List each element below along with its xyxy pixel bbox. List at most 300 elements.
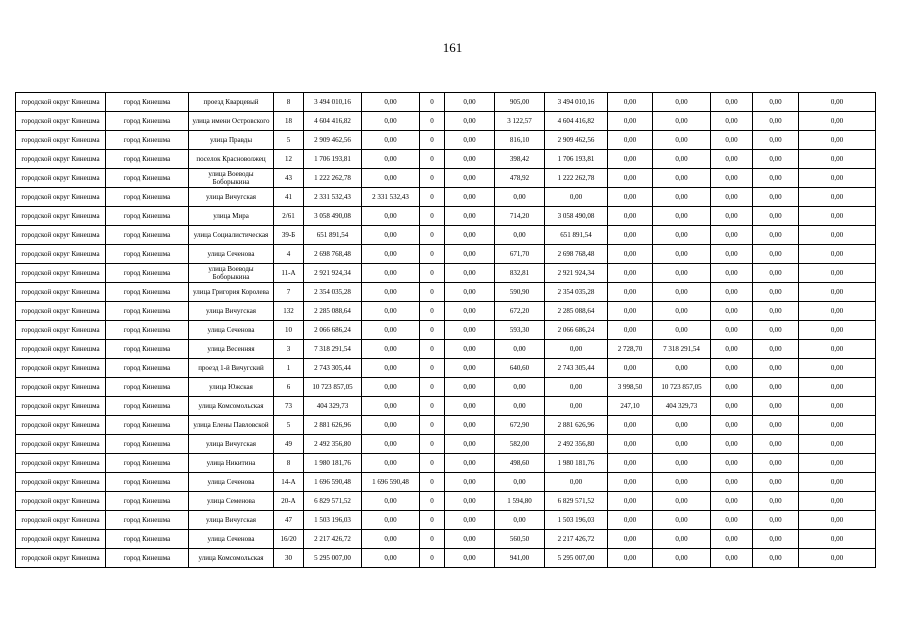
table-row — [16, 378, 876, 397]
cost-col-3-cell: 0,00 — [445, 169, 495, 188]
street-cell: улица Социалистическая — [189, 226, 274, 245]
house-cell: 14-А — [274, 473, 304, 492]
cost-col-6-cell: 0,00 — [711, 226, 753, 245]
cost-col-3-cell: 0,00 — [445, 340, 495, 359]
cost-col-5-cell: 0,00 — [653, 245, 711, 264]
count-col-cell: 0 — [420, 283, 445, 302]
table-row — [16, 93, 876, 112]
cost-col-4-cell: 1 503 196,03 — [545, 511, 608, 530]
cost-col-7-cell: 0,00 — [753, 150, 799, 169]
cost-col-7-cell: 0,00 — [753, 131, 799, 150]
total-cost-cell: 404 329,73 — [304, 397, 362, 416]
total-cost-cell: 2 354 035,28 — [304, 283, 362, 302]
area-col-2-cell: 0,00 — [608, 264, 653, 283]
cost-col-5-cell: 0,00 — [653, 549, 711, 568]
settlement-cell: город Кинешма — [106, 207, 189, 226]
cost-col-2-cell: 0,00 — [362, 207, 420, 226]
municipality-cell: городской округ Кинешма — [16, 226, 106, 245]
cost-col-8-cell: 0,00 — [799, 549, 876, 568]
cost-col-2-cell: 0,00 — [362, 549, 420, 568]
area-col-1-cell: 0,00 — [495, 340, 545, 359]
count-col-cell: 0 — [420, 264, 445, 283]
settlement-cell: город Кинешма — [106, 530, 189, 549]
municipality-cell: городской округ Кинешма — [16, 549, 106, 568]
cost-col-5-cell: 0,00 — [653, 473, 711, 492]
cost-col-6-cell: 0,00 — [711, 283, 753, 302]
cost-col-3-cell: 0,00 — [445, 283, 495, 302]
total-cost-cell: 2 698 768,48 — [304, 245, 362, 264]
total-cost-cell: 2 881 626,96 — [304, 416, 362, 435]
cost-col-5-cell: 0,00 — [653, 226, 711, 245]
cost-col-8-cell: 0,00 — [799, 131, 876, 150]
area-col-2-cell: 0,00 — [608, 511, 653, 530]
cost-col-2-cell: 0,00 — [362, 397, 420, 416]
street-cell: улица Мира — [189, 207, 274, 226]
area-col-1-cell: 593,30 — [495, 321, 545, 340]
municipality-cell: городской округ Кинешма — [16, 416, 106, 435]
count-col-cell: 0 — [420, 530, 445, 549]
settlement-cell: город Кинешма — [106, 435, 189, 454]
cost-col-2-cell: 0,00 — [362, 169, 420, 188]
settlement-cell: город Кинешма — [106, 226, 189, 245]
table-row — [16, 188, 876, 207]
count-col-cell: 0 — [420, 188, 445, 207]
count-col-cell: 0 — [420, 492, 445, 511]
house-cell: 39-Б — [274, 226, 304, 245]
table-row — [16, 473, 876, 492]
municipality-cell: городской округ Кинешма — [16, 473, 106, 492]
municipality-cell: городской округ Кинешма — [16, 283, 106, 302]
area-col-2-cell: 0,00 — [608, 150, 653, 169]
street-cell: улица Сеченова — [189, 473, 274, 492]
street-cell: улица имени Островского — [189, 112, 274, 131]
house-cell: 41 — [274, 188, 304, 207]
area-col-2-cell: 0,00 — [608, 416, 653, 435]
cost-col-4-cell: 0,00 — [545, 378, 608, 397]
table-row — [16, 359, 876, 378]
house-cell: 8 — [274, 454, 304, 473]
area-col-1-cell: 1 594,80 — [495, 492, 545, 511]
municipality-cell: городской округ Кинешма — [16, 302, 106, 321]
cost-col-7-cell: 0,00 — [753, 245, 799, 264]
cost-col-6-cell: 0,00 — [711, 245, 753, 264]
total-cost-cell: 651 891,54 — [304, 226, 362, 245]
settlement-cell: город Кинешма — [106, 112, 189, 131]
cost-col-5-cell: 0,00 — [653, 492, 711, 511]
cost-col-8-cell: 0,00 — [799, 188, 876, 207]
settlement-cell: город Кинешма — [106, 549, 189, 568]
cost-col-3-cell: 0,00 — [445, 112, 495, 131]
cost-col-3-cell: 0,00 — [445, 511, 495, 530]
table-row — [16, 530, 876, 549]
cost-col-2-cell: 0,00 — [362, 283, 420, 302]
settlement-cell: город Кинешма — [106, 169, 189, 188]
cost-col-5-cell: 404 329,73 — [653, 397, 711, 416]
count-col-cell: 0 — [420, 435, 445, 454]
page-number: 161 — [442, 40, 463, 55]
area-col-2-cell: 0,00 — [608, 93, 653, 112]
area-col-2-cell: 0,00 — [608, 492, 653, 511]
cost-col-4-cell: 2 881 626,96 — [545, 416, 608, 435]
cost-col-6-cell: 0,00 — [711, 378, 753, 397]
cost-col-8-cell: 0,00 — [799, 112, 876, 131]
cost-col-7-cell: 0,00 — [753, 169, 799, 188]
area-col-2-cell: 0,00 — [608, 112, 653, 131]
settlement-cell: город Кинешма — [106, 302, 189, 321]
total-cost-cell: 2 743 305,44 — [304, 359, 362, 378]
house-cell: 132 — [274, 302, 304, 321]
cost-col-7-cell: 0,00 — [753, 283, 799, 302]
cost-col-3-cell: 0,00 — [445, 530, 495, 549]
cost-col-6-cell: 0,00 — [711, 112, 753, 131]
table-row — [16, 454, 876, 473]
table-row — [16, 112, 876, 131]
cost-col-5-cell: 0,00 — [653, 511, 711, 530]
house-cell: 11-А — [274, 264, 304, 283]
table-row — [16, 511, 876, 530]
table-row — [16, 169, 876, 188]
cost-col-8-cell: 0,00 — [799, 416, 876, 435]
area-col-1-cell: 0,00 — [495, 378, 545, 397]
cost-col-6-cell: 0,00 — [711, 549, 753, 568]
count-col-cell: 0 — [420, 340, 445, 359]
cost-col-8-cell: 0,00 — [799, 530, 876, 549]
settlement-cell: город Кинешма — [106, 188, 189, 207]
cost-col-3-cell: 0,00 — [445, 264, 495, 283]
cost-col-2-cell: 0,00 — [362, 321, 420, 340]
total-cost-cell: 1 503 196,03 — [304, 511, 362, 530]
area-col-2-cell: 0,00 — [608, 283, 653, 302]
street-cell: улица Вичугская — [189, 435, 274, 454]
cost-col-4-cell: 2 066 686,24 — [545, 321, 608, 340]
cost-col-5-cell: 0,00 — [653, 169, 711, 188]
cost-col-8-cell: 0,00 — [799, 207, 876, 226]
area-col-2-cell: 0,00 — [608, 473, 653, 492]
count-col-cell: 0 — [420, 511, 445, 530]
count-col-cell: 0 — [420, 473, 445, 492]
cost-col-4-cell: 0,00 — [545, 473, 608, 492]
area-col-1-cell: 0,00 — [495, 397, 545, 416]
cost-col-2-cell: 0,00 — [362, 131, 420, 150]
settlement-cell: город Кинешма — [106, 340, 189, 359]
table-row — [16, 492, 876, 511]
table-row — [16, 131, 876, 150]
area-col-2-cell: 0,00 — [608, 169, 653, 188]
house-cell: 4 — [274, 245, 304, 264]
area-col-1-cell: 672,20 — [495, 302, 545, 321]
cost-col-2-cell: 0,00 — [362, 112, 420, 131]
area-col-2-cell: 0,00 — [608, 454, 653, 473]
street-cell: улица Воеводы Боборыкина — [189, 264, 274, 283]
cost-col-4-cell: 6 829 571,52 — [545, 492, 608, 511]
table-row — [16, 283, 876, 302]
cost-col-8-cell: 0,00 — [799, 150, 876, 169]
cost-col-5-cell: 0,00 — [653, 416, 711, 435]
municipality-cell: городской округ Кинешма — [16, 169, 106, 188]
house-cell: 43 — [274, 169, 304, 188]
cost-col-3-cell: 0,00 — [445, 93, 495, 112]
settlement-cell: город Кинешма — [106, 131, 189, 150]
house-cell: 7 — [274, 283, 304, 302]
municipality-cell: городской округ Кинешма — [16, 454, 106, 473]
cost-col-6-cell: 0,00 — [711, 169, 753, 188]
municipality-cell: городской округ Кинешма — [16, 93, 106, 112]
cost-col-4-cell: 2 285 088,64 — [545, 302, 608, 321]
total-cost-cell: 1 222 262,78 — [304, 169, 362, 188]
table-row — [16, 302, 876, 321]
house-cell: 16/20 — [274, 530, 304, 549]
cost-col-5-cell: 0,00 — [653, 93, 711, 112]
cost-col-8-cell: 0,00 — [799, 169, 876, 188]
total-cost-cell: 2 217 426,72 — [304, 530, 362, 549]
table-row — [16, 207, 876, 226]
count-col-cell: 0 — [420, 416, 445, 435]
house-cell: 18 — [274, 112, 304, 131]
street-cell: улица Сеченова — [189, 245, 274, 264]
cost-col-8-cell: 0,00 — [799, 435, 876, 454]
cost-col-6-cell: 0,00 — [711, 454, 753, 473]
cost-col-3-cell: 0,00 — [445, 321, 495, 340]
area-col-2-cell: 0,00 — [608, 245, 653, 264]
count-col-cell: 0 — [420, 549, 445, 568]
cost-col-3-cell: 0,00 — [445, 397, 495, 416]
count-col-cell: 0 — [420, 321, 445, 340]
area-col-1-cell: 3 122,57 — [495, 112, 545, 131]
street-cell: улица Сеченова — [189, 321, 274, 340]
municipality-cell: городской округ Кинешма — [16, 112, 106, 131]
cost-col-5-cell: 7 318 291,54 — [653, 340, 711, 359]
cost-col-4-cell: 1 706 193,81 — [545, 150, 608, 169]
area-col-1-cell: 0,00 — [495, 511, 545, 530]
count-col-cell: 0 — [420, 378, 445, 397]
cost-col-2-cell: 0,00 — [362, 435, 420, 454]
cost-col-7-cell: 0,00 — [753, 321, 799, 340]
cost-col-3-cell: 0,00 — [445, 188, 495, 207]
cost-col-3-cell: 0,00 — [445, 150, 495, 169]
total-cost-cell: 3 058 490,08 — [304, 207, 362, 226]
area-col-2-cell: 0,00 — [608, 188, 653, 207]
house-cell: 12 — [274, 150, 304, 169]
cost-col-8-cell: 0,00 — [799, 473, 876, 492]
total-cost-cell: 2 909 462,56 — [304, 131, 362, 150]
settlement-cell: город Кинешма — [106, 321, 189, 340]
cost-col-3-cell: 0,00 — [445, 454, 495, 473]
count-col-cell: 0 — [420, 454, 445, 473]
house-cell: 2/61 — [274, 207, 304, 226]
cost-col-5-cell: 0,00 — [653, 264, 711, 283]
area-col-2-cell: 0,00 — [608, 530, 653, 549]
area-col-1-cell: 398,42 — [495, 150, 545, 169]
cost-col-5-cell: 0,00 — [653, 131, 711, 150]
area-col-1-cell: 498,60 — [495, 454, 545, 473]
municipality-cell: городской округ Кинешма — [16, 359, 106, 378]
cost-col-7-cell: 0,00 — [753, 492, 799, 511]
cost-col-8-cell: 0,00 — [799, 378, 876, 397]
cost-col-7-cell: 0,00 — [753, 530, 799, 549]
area-col-1-cell: 714,20 — [495, 207, 545, 226]
cost-col-4-cell: 2 492 356,80 — [545, 435, 608, 454]
settlement-cell: город Кинешма — [106, 378, 189, 397]
table-row — [16, 226, 876, 245]
cost-col-6-cell: 0,00 — [711, 473, 753, 492]
total-cost-cell: 5 295 007,00 — [304, 549, 362, 568]
cost-col-5-cell: 0,00 — [653, 321, 711, 340]
area-col-2-cell: 3 998,50 — [608, 378, 653, 397]
cost-col-7-cell: 0,00 — [753, 378, 799, 397]
cost-col-7-cell: 0,00 — [753, 226, 799, 245]
area-col-1-cell: 941,00 — [495, 549, 545, 568]
municipality-cell: городской округ Кинешма — [16, 321, 106, 340]
cost-col-7-cell: 0,00 — [753, 549, 799, 568]
count-col-cell: 0 — [420, 169, 445, 188]
cost-col-7-cell: 0,00 — [753, 112, 799, 131]
cost-col-6-cell: 0,00 — [711, 397, 753, 416]
cost-col-3-cell: 0,00 — [445, 416, 495, 435]
municipality-cell: городской округ Кинешма — [16, 150, 106, 169]
cost-col-3-cell: 0,00 — [445, 359, 495, 378]
area-col-2-cell: 0,00 — [608, 302, 653, 321]
settlement-cell: город Кинешма — [106, 473, 189, 492]
cost-col-3-cell: 0,00 — [445, 435, 495, 454]
cost-col-3-cell: 0,00 — [445, 207, 495, 226]
area-col-2-cell: 0,00 — [608, 359, 653, 378]
area-col-1-cell: 590,90 — [495, 283, 545, 302]
cost-col-6-cell: 0,00 — [711, 511, 753, 530]
settlement-cell: город Кинешма — [106, 511, 189, 530]
municipality-cell: городской округ Кинешма — [16, 264, 106, 283]
house-cell: 20-А — [274, 492, 304, 511]
cost-col-6-cell: 0,00 — [711, 321, 753, 340]
cost-col-5-cell: 0,00 — [653, 188, 711, 207]
municipality-cell: городской округ Кинешма — [16, 131, 106, 150]
house-cell: 8 — [274, 93, 304, 112]
cost-col-4-cell: 4 604 416,82 — [545, 112, 608, 131]
house-cell: 3 — [274, 340, 304, 359]
register-table — [15, 92, 876, 568]
table-row — [16, 549, 876, 568]
table-row — [16, 264, 876, 283]
street-cell: улица Сеченова — [189, 530, 274, 549]
cost-col-8-cell: 0,00 — [799, 359, 876, 378]
count-col-cell: 0 — [420, 359, 445, 378]
street-cell: улица Елены Павловской — [189, 416, 274, 435]
street-cell: улица Никитина — [189, 454, 274, 473]
street-cell: улица Комсомольская — [189, 397, 274, 416]
cost-col-7-cell: 0,00 — [753, 416, 799, 435]
municipality-cell: городской округ Кинешма — [16, 188, 106, 207]
cost-col-4-cell: 2 698 768,48 — [545, 245, 608, 264]
cost-col-5-cell: 10 723 857,05 — [653, 378, 711, 397]
count-col-cell: 0 — [420, 150, 445, 169]
cost-col-7-cell: 0,00 — [753, 188, 799, 207]
settlement-cell: город Кинешма — [106, 492, 189, 511]
street-cell: улица Весенняя — [189, 340, 274, 359]
table-row — [16, 321, 876, 340]
cost-col-4-cell: 0,00 — [545, 340, 608, 359]
cost-col-8-cell: 0,00 — [799, 454, 876, 473]
total-cost-cell: 1 696 590,48 — [304, 473, 362, 492]
cost-col-6-cell: 0,00 — [711, 359, 753, 378]
street-cell: улица Комсомольская — [189, 549, 274, 568]
cost-col-3-cell: 0,00 — [445, 131, 495, 150]
street-cell: проезд 1-й Вичугский — [189, 359, 274, 378]
house-cell: 49 — [274, 435, 304, 454]
area-col-1-cell: 816,10 — [495, 131, 545, 150]
municipality-cell: городской округ Кинешма — [16, 245, 106, 264]
cost-col-6-cell: 0,00 — [711, 131, 753, 150]
table-row — [16, 416, 876, 435]
cost-col-6-cell: 0,00 — [711, 530, 753, 549]
cost-col-6-cell: 0,00 — [711, 264, 753, 283]
cost-col-7-cell: 0,00 — [753, 359, 799, 378]
area-col-2-cell: 0,00 — [608, 207, 653, 226]
area-col-2-cell: 0,00 — [608, 549, 653, 568]
cost-col-7-cell: 0,00 — [753, 397, 799, 416]
settlement-cell: город Кинешма — [106, 454, 189, 473]
street-cell: улица Вичугская — [189, 511, 274, 530]
area-col-1-cell: 0,00 — [495, 226, 545, 245]
cost-col-2-cell: 2 331 532,43 — [362, 188, 420, 207]
cost-col-4-cell: 2 909 462,56 — [545, 131, 608, 150]
cost-col-7-cell: 0,00 — [753, 511, 799, 530]
cost-col-7-cell: 0,00 — [753, 340, 799, 359]
municipality-cell: городской округ Кинешма — [16, 492, 106, 511]
total-cost-cell: 2 285 088,64 — [304, 302, 362, 321]
cost-col-6-cell: 0,00 — [711, 492, 753, 511]
cost-col-3-cell: 0,00 — [445, 245, 495, 264]
total-cost-cell: 7 318 291,54 — [304, 340, 362, 359]
area-col-1-cell: 671,70 — [495, 245, 545, 264]
cost-col-6-cell: 0,00 — [711, 93, 753, 112]
municipality-cell: городской округ Кинешма — [16, 397, 106, 416]
area-col-1-cell: 640,60 — [495, 359, 545, 378]
cost-col-4-cell: 2 354 035,28 — [545, 283, 608, 302]
cost-col-4-cell: 1 980 181,76 — [545, 454, 608, 473]
street-cell: поселок Красноволжец — [189, 150, 274, 169]
house-cell: 5 — [274, 416, 304, 435]
table-row — [16, 397, 876, 416]
cost-col-4-cell: 0,00 — [545, 188, 608, 207]
table-row — [16, 245, 876, 264]
house-cell: 1 — [274, 359, 304, 378]
count-col-cell: 0 — [420, 131, 445, 150]
cost-col-4-cell: 1 222 262,78 — [545, 169, 608, 188]
count-col-cell: 0 — [420, 112, 445, 131]
house-cell: 73 — [274, 397, 304, 416]
street-cell: улица Южская — [189, 378, 274, 397]
total-cost-cell: 3 494 010,16 — [304, 93, 362, 112]
table-row — [16, 340, 876, 359]
cost-col-8-cell: 0,00 — [799, 340, 876, 359]
area-col-2-cell: 2 728,70 — [608, 340, 653, 359]
cost-col-3-cell: 0,00 — [445, 302, 495, 321]
cost-col-2-cell: 0,00 — [362, 359, 420, 378]
cost-col-4-cell: 2 743 305,44 — [545, 359, 608, 378]
cost-col-6-cell: 0,00 — [711, 188, 753, 207]
cost-col-6-cell: 0,00 — [711, 435, 753, 454]
count-col-cell: 0 — [420, 207, 445, 226]
total-cost-cell: 1 706 193,81 — [304, 150, 362, 169]
total-cost-cell: 2 066 686,24 — [304, 321, 362, 340]
municipality-cell: городской округ Кинешма — [16, 511, 106, 530]
municipality-cell: городской округ Кинешма — [16, 207, 106, 226]
street-cell: улица Вичугская — [189, 188, 274, 207]
area-col-1-cell: 0,00 — [495, 188, 545, 207]
cost-col-5-cell: 0,00 — [653, 454, 711, 473]
settlement-cell: город Кинешма — [106, 150, 189, 169]
cost-col-3-cell: 0,00 — [445, 492, 495, 511]
cost-col-2-cell: 0,00 — [362, 264, 420, 283]
